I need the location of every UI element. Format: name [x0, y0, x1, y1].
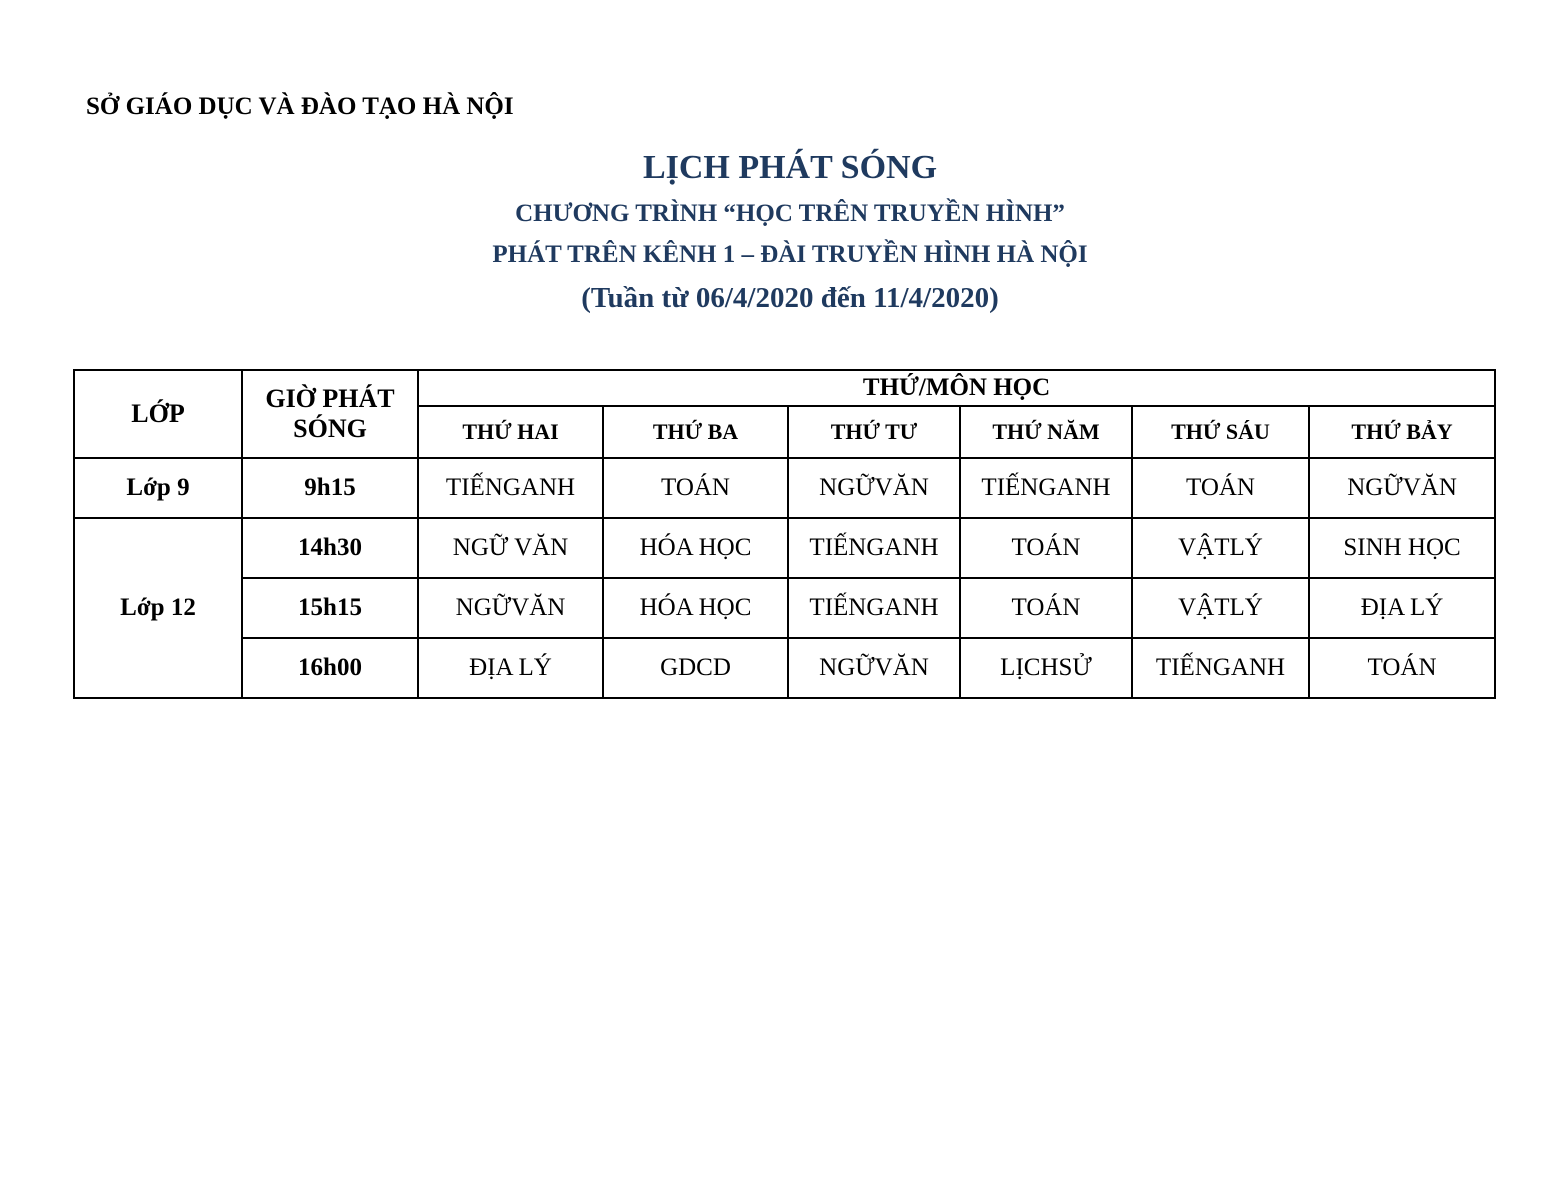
subject-cell: TIẾNGANH	[1132, 638, 1309, 698]
subject-cell: TOÁN	[960, 578, 1132, 638]
broadcast-schedule-table	[73, 369, 1496, 699]
header-day-wednesday: THỨ TƯ	[788, 406, 960, 458]
class-cell: Lớp 9	[74, 458, 242, 518]
subject-cell: HÓA HỌC	[603, 518, 788, 578]
header-day-saturday: THỨ BẢY	[1309, 406, 1495, 458]
channel-info: PHÁT TRÊN KÊNH 1 – ĐÀI TRUYỀN HÌNH HÀ NỘI	[492, 241, 1088, 268]
subject-cell: HÓA HỌC	[603, 578, 788, 638]
header-day-monday: THỨ HAI	[418, 406, 603, 458]
subject-cell: TOÁN	[960, 518, 1132, 578]
subject-cell: NGỮ VĂN	[418, 518, 603, 578]
table-row	[74, 458, 1495, 518]
table-row	[74, 638, 1495, 698]
time-cell: 15h15	[242, 578, 418, 638]
subject-cell: ĐỊA LÝ	[418, 638, 603, 698]
subject-cell: LỊCHSỬ	[960, 638, 1132, 698]
header-class: LỚP	[74, 370, 242, 458]
subject-cell: NGỮVĂN	[1309, 458, 1495, 518]
subject-cell: TOÁN	[1309, 638, 1495, 698]
subject-cell: TOÁN	[1132, 458, 1309, 518]
time-cell: 9h15	[242, 458, 418, 518]
subject-cell: SINH HỌC	[1309, 518, 1495, 578]
subject-cell: GDCD	[603, 638, 788, 698]
subject-cell: NGỮVĂN	[788, 638, 960, 698]
subject-cell: ĐỊA LÝ	[1309, 578, 1495, 638]
header-day-tuesday: THỨ BA	[603, 406, 788, 458]
agency-name: SỞ GIÁO DỤC VÀ ĐÀO TẠO HÀ NỘI	[86, 93, 514, 120]
table-row	[74, 518, 1495, 578]
class-cell: Lớp 12	[74, 518, 242, 698]
subject-cell: TIẾNGANH	[960, 458, 1132, 518]
subject-cell: TIẾNGANH	[788, 518, 960, 578]
page-title: LỊCH PHÁT SÓNG	[642, 149, 938, 186]
subject-cell: TIẾNGANH	[418, 458, 603, 518]
subject-cell: NGỮVĂN	[788, 458, 960, 518]
program-name: CHƯƠNG TRÌNH “HỌC TRÊN TRUYỀN HÌNH”	[515, 200, 1065, 227]
subject-cell: VẬTLÝ	[1132, 518, 1309, 578]
subject-cell: TIẾNGANH	[788, 578, 960, 638]
time-cell: 16h00	[242, 638, 418, 698]
table-row	[74, 578, 1495, 638]
header-day-friday: THỨ SÁU	[1132, 406, 1309, 458]
header-broadcast-time: GIỜ PHÁT SÓNG	[242, 370, 418, 458]
header-day-subject: THỨ/MÔN HỌC	[418, 370, 1495, 406]
header-day-thursday: THỨ NĂM	[960, 406, 1132, 458]
subject-cell: TOÁN	[603, 458, 788, 518]
time-cell: 14h30	[242, 518, 418, 578]
subject-cell: NGỮVĂN	[418, 578, 603, 638]
week-range: (Tuần từ 06/4/2020 đến 11/4/2020)	[581, 282, 999, 314]
subject-cell: VẬTLÝ	[1132, 578, 1309, 638]
